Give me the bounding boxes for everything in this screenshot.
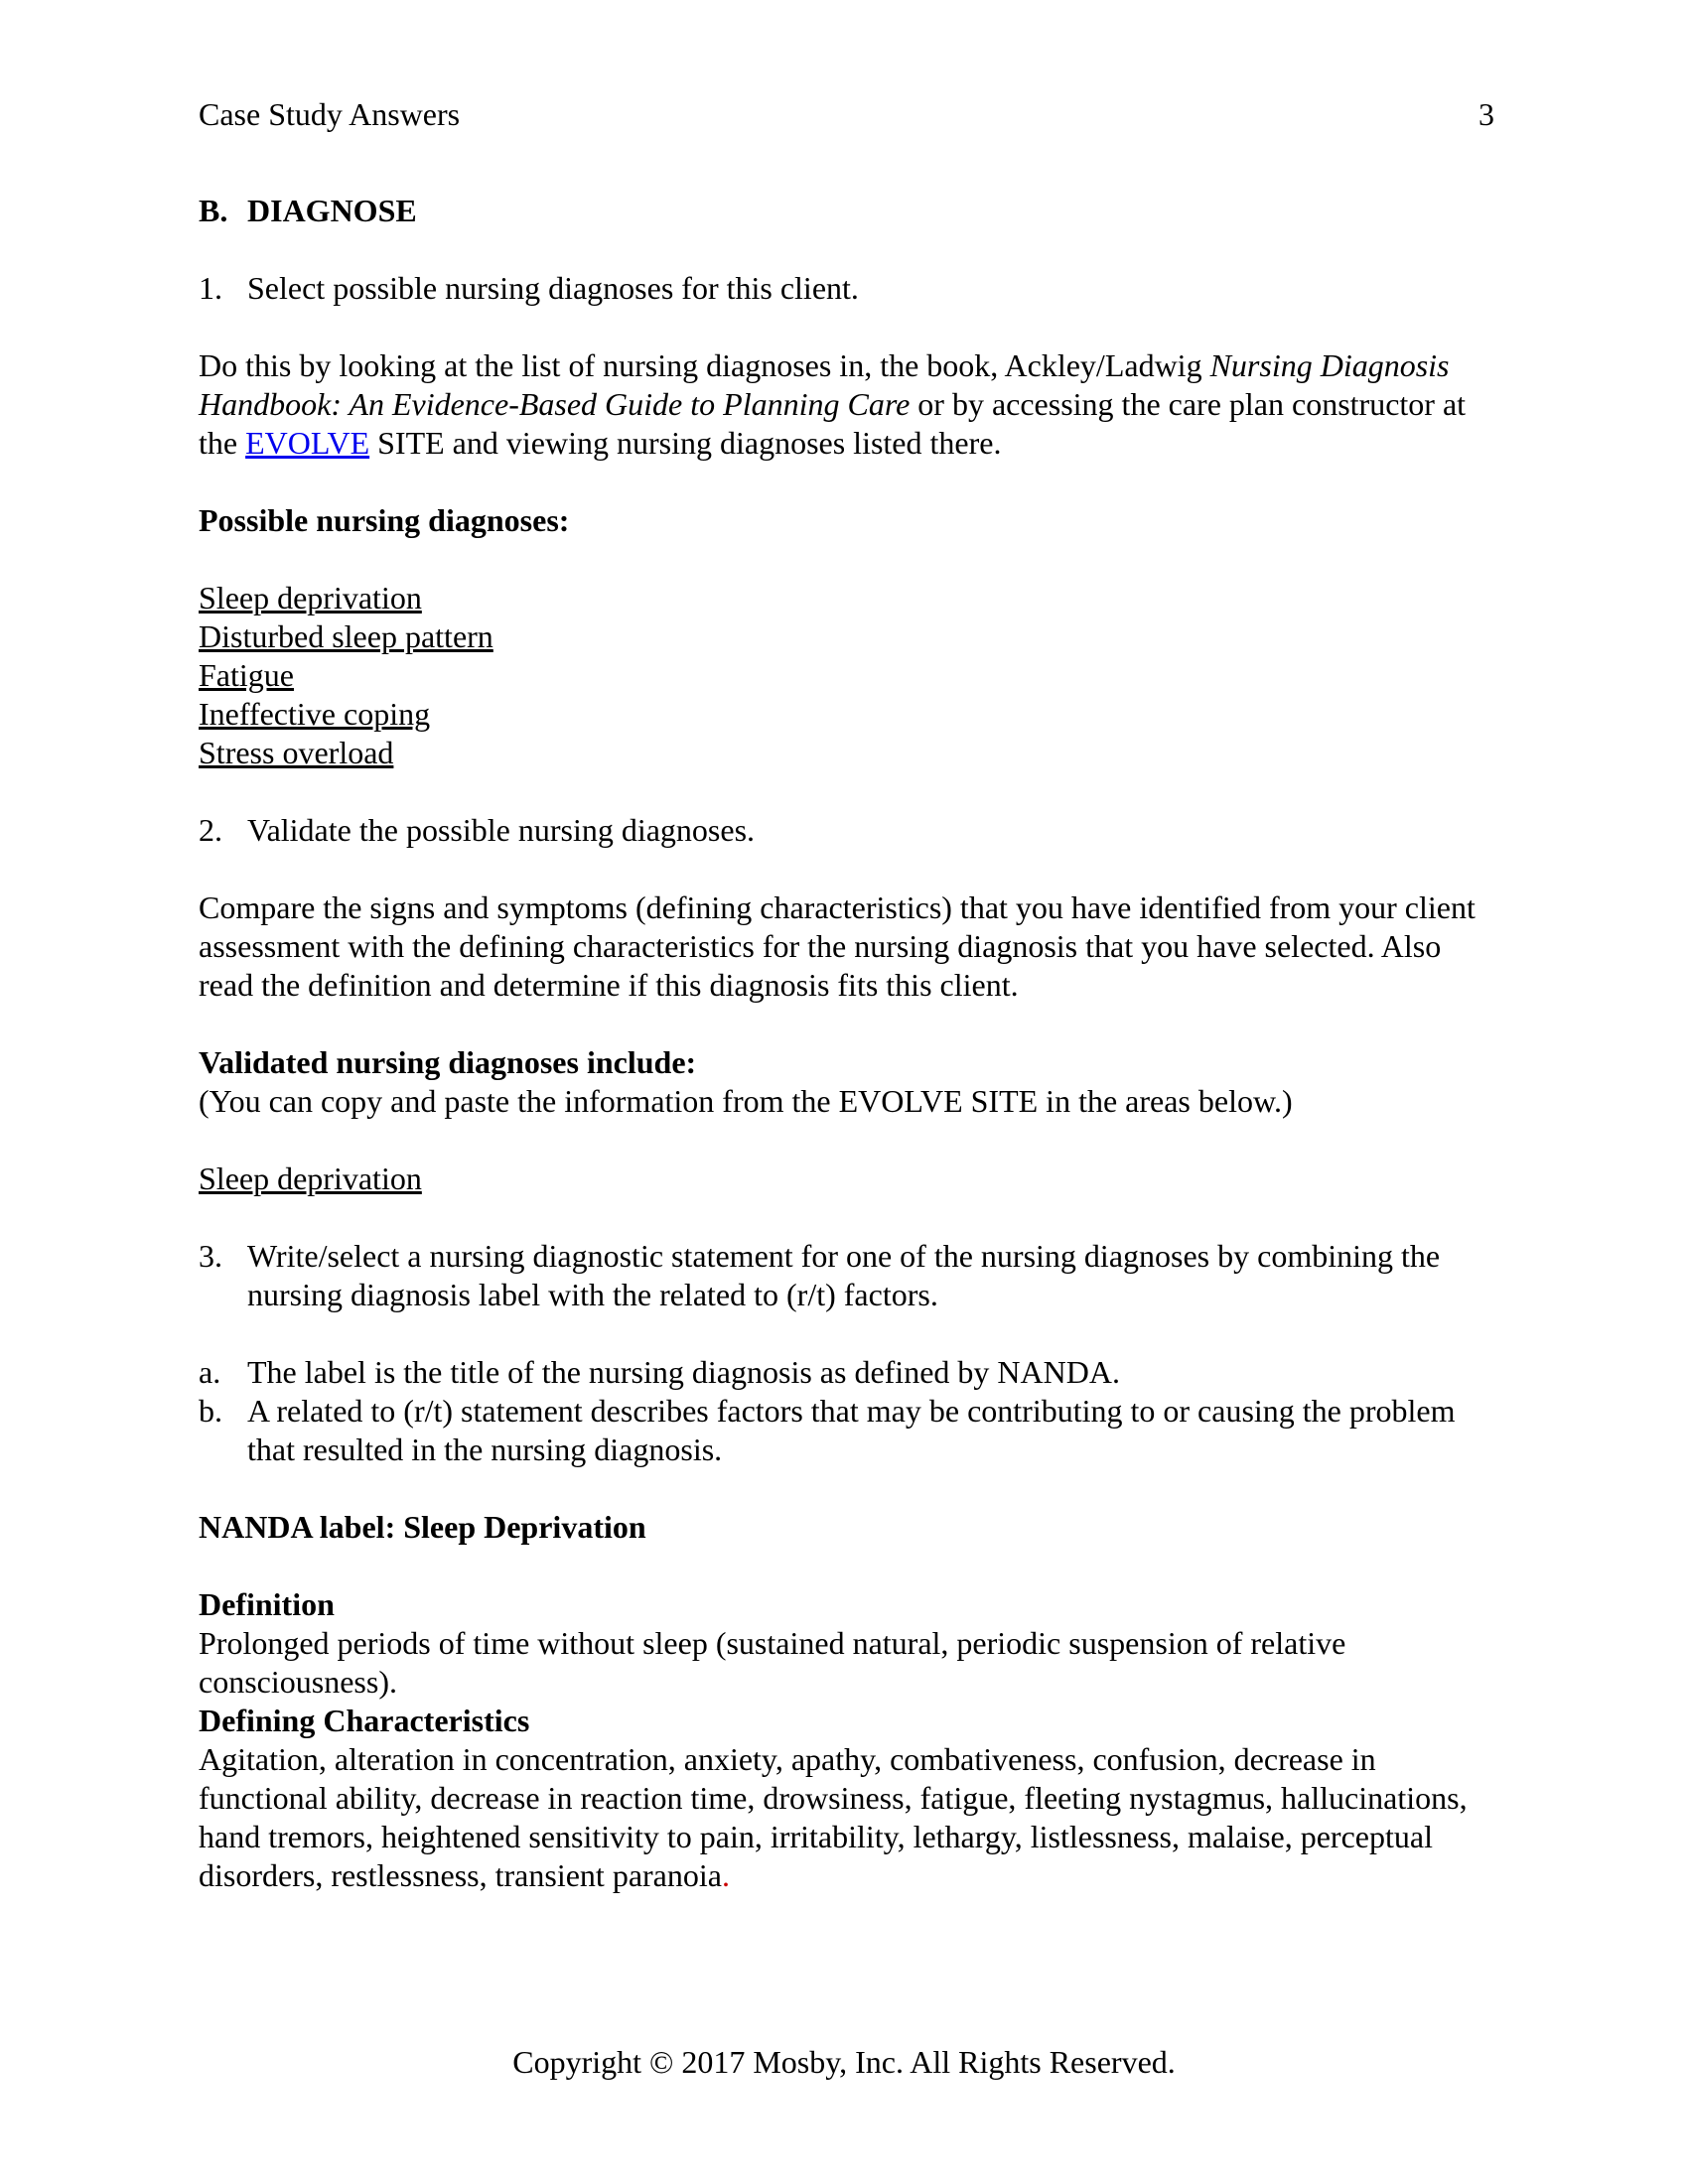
item-number: 3.	[199, 1238, 222, 1274]
diagnosis-item: Ineffective coping	[199, 696, 431, 732]
item-text: The label is the title of the nursing diagnosis as defined by NANDA.	[247, 1354, 1120, 1390]
section-heading-text: DIAGNOSE	[247, 193, 417, 228]
diagnosis-item: Sleep deprivation	[199, 580, 422, 615]
section-heading	[199, 192, 1494, 230]
item-letter: b.	[199, 1393, 222, 1429]
intro-segment-1: Do this by looking at the list of nursing diagnoses in, the book, Ackley/Ladwig	[199, 347, 1210, 383]
intro-segment-5: SITE and viewing nursing diagnoses listed there.	[369, 425, 1002, 461]
page-number: 3	[1478, 96, 1494, 132]
page-header	[199, 95, 1494, 134]
lettered-item-a	[199, 1353, 1494, 1392]
diagnoses-list	[199, 579, 1494, 772]
definition-block	[199, 1585, 1494, 1895]
page-content	[199, 95, 1494, 1934]
item-text: Validate the possible nursing diagnoses.	[247, 812, 756, 848]
page-footer: Copyright © 2017 Mosby, Inc. All Rights Reserved.	[512, 2044, 1176, 2080]
intro-paragraph	[199, 346, 1494, 463]
diagnosis-item: Disturbed sleep pattern	[199, 618, 493, 654]
section-heading-letter: B.	[199, 193, 228, 228]
validated-note: (You can copy and paste the information from the EVOLVE SITE in the areas below.)	[199, 1083, 1293, 1119]
validated-diagnosis: Sleep deprivation	[199, 1160, 422, 1196]
lettered-items	[199, 1353, 1494, 1469]
characteristics-heading: Defining Characteristics	[199, 1703, 530, 1738]
validated-diagnosis-wrap	[199, 1160, 1494, 1198]
intro-segment-3: or by accessing the care plan constructor at the	[199, 386, 1467, 461]
evolve-link[interactable]: EVOLVE	[245, 425, 370, 461]
compare-paragraph: Compare the signs and symptoms (defining characteristics) that you have identified from your client assessment with the defining characteristics for the nursing diagnosis that you have selected. Also read the definition and determine if this diagnosis fits this client.	[199, 889, 1476, 1003]
validated-block	[199, 1043, 1494, 1121]
diagnosis-item: Fatigue	[199, 657, 294, 693]
book-title: Nursing Diagnosis Handbook: An Evidence-Based Guide to Planning Care	[199, 347, 1450, 422]
definition-text: Prolonged periods of time without sleep (sustained natural, periodic suspension of relative consciousness).	[199, 1625, 1346, 1700]
lettered-item-b	[199, 1392, 1494, 1469]
diagnosis-item: Stress overload	[199, 735, 394, 770]
item-text: Select possible nursing diagnoses for this client.	[247, 270, 859, 306]
numbered-item-2	[199, 811, 1494, 850]
item-letter: a.	[199, 1354, 221, 1390]
item-text: A related to (r/t) statement describes factors that may be contributing to or causing the problem that resulted in the nursing diagnosis.	[247, 1393, 1456, 1467]
document-title: Case Study Answers	[199, 96, 461, 132]
item-number: 2.	[199, 812, 222, 848]
item-number: 1.	[199, 270, 222, 306]
numbered-item-1	[199, 269, 1494, 308]
nanda-label-heading: NANDA label: Sleep Deprivation	[199, 1509, 646, 1545]
characteristics-text: Agitation, alteration in concentration, anxiety, apathy, combativeness, confusion, decrease in functional ability, decrease in reaction time, drowsiness, fatigue, fleeting nystagmus, hallucinations, hand tremors, heightened sensitivity to pain, irritability, lethargy, listlessness, malaise, perceptual disorders, restlessness, transient paranoia	[199, 1741, 1468, 1893]
possible-diagnoses-heading: Possible nursing diagnoses:	[199, 502, 570, 538]
item-text: Write/select a nursing diagnostic statement for one of the nursing diagnoses by combining the nursing diagnosis label with the related to (r/t) factors.	[247, 1238, 1441, 1312]
definition-heading: Definition	[199, 1586, 335, 1622]
validated-heading: Validated nursing diagnoses include:	[199, 1044, 697, 1080]
characteristics-text-wrap	[199, 1740, 1494, 1895]
characteristics-red-period: .	[721, 1857, 730, 1893]
numbered-item-3	[199, 1237, 1494, 1314]
